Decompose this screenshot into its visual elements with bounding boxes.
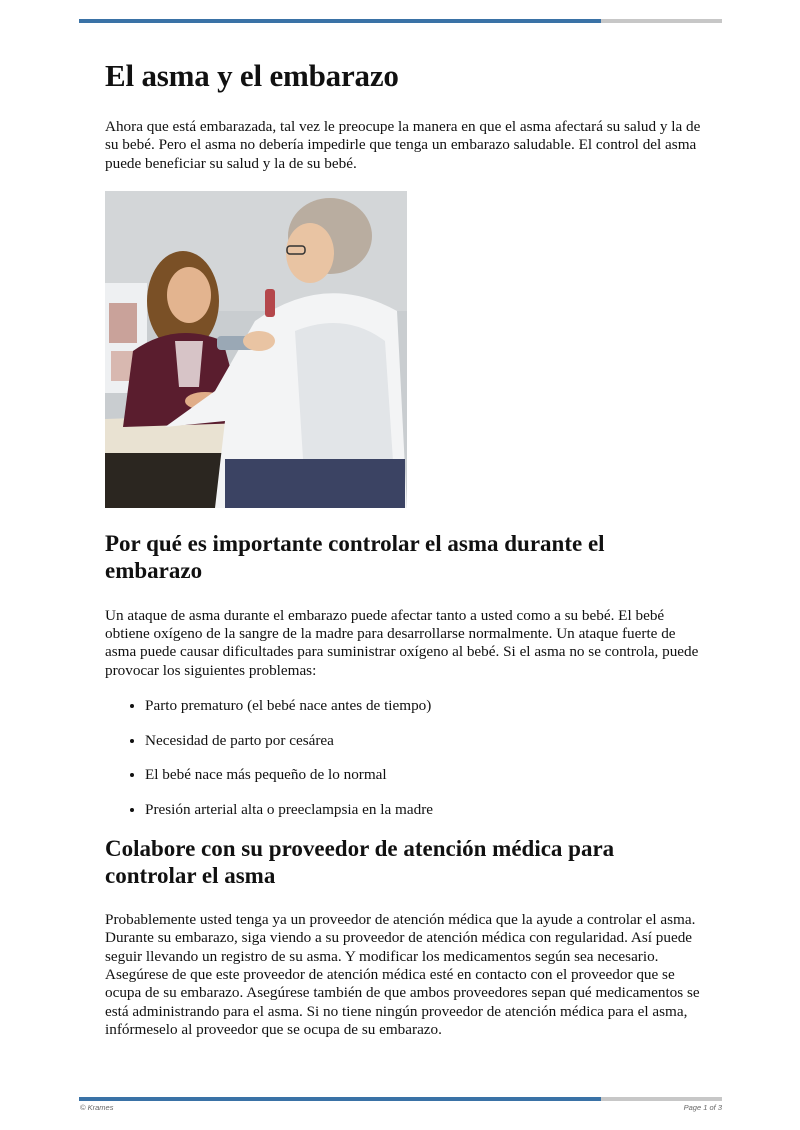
document-body: [105, 56, 705, 1039]
problems-list: [105, 697, 705, 819]
page-title: El asma y el embarazo: [105, 58, 399, 93]
footer-page-number: Page 1 of 3: [683, 1103, 722, 1112]
list-item: • El bebé nace más pequeño de lo normal: [145, 766, 705, 784]
section-importance-body: Un ataque de asma durante el embarazo puede afectar tanto a usted como a su bebé. El bebé obtiene oxígeno de la sangre de la madre para desarrollarse normalmente. Un ataque fuerte de asma puede causar dificultades para suministrar oxígeno al bebé. Si el asma no se controla, puede provocar los siguientes problemas:: [105, 606, 699, 679]
section-collaborate-body: Probablemente usted tenga ya un proveedor de atención médica que la ayude a controlar el asma. Durante su embarazo, siga viendo a su proveedor de atención médica con regularidad. Así puede seguir llevando un registro de su asma. Y modificar los medicamentos según sea necesario. Asegúrese de que este proveedor de atención médica esté en contacto con el proveedor que se ocupa de su embarazo. Asegúrese también de que ambos proveedores sepan qué medicamentos se está administrando para el asma. Si no tiene ningún proveedor de atención médica para el asma, infórmeselo al proveedor que se ocupa de su embarazo.: [105, 911, 700, 1038]
footer-rule-accent: [79, 1097, 601, 1101]
list-item: • Presión arterial alta o preeclampsia en la madre: [145, 801, 705, 819]
footer-rule-gray: [601, 1097, 722, 1101]
header-rule: [79, 19, 722, 23]
photo-patient-with-doctor: [105, 191, 407, 508]
footer-rule: [79, 1097, 722, 1101]
list-item: • Parto prematuro (el bebé nace antes de tiempo): [145, 697, 705, 715]
section-heading-collaborate: Colabore con su proveedor de atención médica para controlar el asma: [105, 836, 615, 889]
footer-copyright: © Krames: [80, 1103, 114, 1112]
list-item: • Necesidad de parto por cesárea: [145, 732, 705, 750]
intro-paragraph: Ahora que está embarazada, tal vez le preocupe la manera en que el asma afectará su salud y la de su bebé. Pero el asma no debería impedirle que tenga un embarazo saludable. El control del asma puede beneficiar su salud y la de su bebé.: [105, 118, 701, 172]
section-heading-importance: Por qué es importante controlar el asma durante el embarazo: [105, 530, 605, 583]
header-rule-accent: [79, 19, 601, 23]
header-rule-gray: [601, 19, 722, 23]
